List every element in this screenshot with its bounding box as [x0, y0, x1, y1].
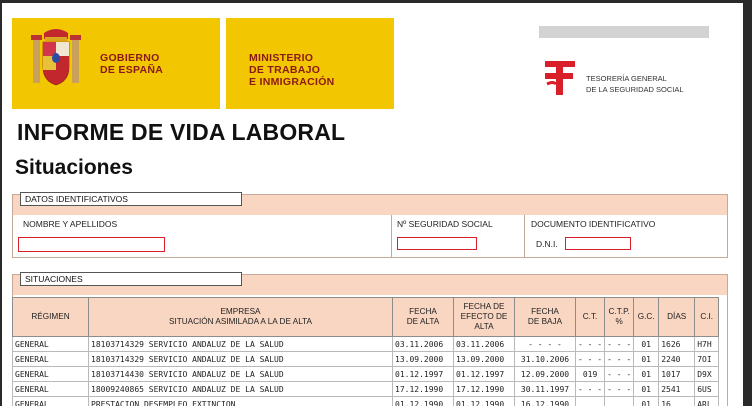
- dni-field: [565, 237, 631, 250]
- cell-regimen: GENERAL: [13, 367, 89, 382]
- cell-fecha-baja: 12.09.2000: [515, 367, 576, 382]
- cell-dias: 1017: [659, 367, 695, 382]
- spain-coat-of-arms-icon: [30, 25, 82, 91]
- cell-fecha-efecto: 13.09.2000: [454, 352, 515, 367]
- col-empresa-label-1: EMPRESA: [220, 307, 261, 316]
- cell-ct: - - -: [576, 382, 605, 397]
- col-baja-label-1: FECHA: [531, 307, 559, 316]
- cell-regimen: GENERAL: [13, 397, 89, 406]
- col-fecha-alta-label-2: DE ALTA: [406, 317, 440, 326]
- col-dias: [659, 298, 695, 337]
- page-title: INFORME DE VIDA LABORAL: [17, 119, 346, 145]
- gobierno-line-1: GOBIERNO: [100, 52, 160, 64]
- col-ct: [576, 298, 605, 337]
- col-gc-label: G.C.: [637, 312, 655, 321]
- cell-fecha-efecto: 01.12.1990: [454, 397, 515, 406]
- cell-empresa: PRESTACION DESEMPLEO EXTINCION: [89, 397, 393, 406]
- cell-fecha-baja: 30.11.1997: [515, 382, 576, 397]
- col-ctp-label-1: C.T.P.: [608, 307, 630, 316]
- nombre-label: NOMBRE Y APELLIDOS: [23, 219, 118, 229]
- cell-gc: 01: [634, 397, 659, 406]
- cell-ct: 019: [576, 367, 605, 382]
- cell-dias: 1626: [659, 337, 695, 352]
- col-empresa: [89, 298, 393, 337]
- cell-fecha-alta: 03.11.2006: [393, 337, 454, 352]
- cell-ci: 7OI: [695, 352, 719, 367]
- cell-ct: [576, 397, 605, 406]
- redacted-bar: [539, 26, 709, 38]
- tgss-text: [586, 73, 684, 95]
- cell-empresa: 18103714329 SERVICIO ANDALUZ DE LA SALUD: [89, 352, 393, 367]
- cell-fecha-efecto: 17.12.1990: [454, 382, 515, 397]
- col-ci-label: C.I.: [700, 312, 714, 321]
- table-row: [13, 352, 719, 367]
- col-dias-label: DÍAS: [667, 312, 687, 321]
- cell-fecha-alta: 01.12.1997: [393, 367, 454, 382]
- col-ct-label: C.T.: [582, 312, 598, 321]
- cell-fecha-alta: 13.09.2000: [393, 352, 454, 367]
- cell-ci: 6US: [695, 382, 719, 397]
- col-ci: [695, 298, 719, 337]
- cell-gc: 01: [634, 337, 659, 352]
- cell-empresa: 18103714329 SERVICIO ANDALUZ DE LA SALUD: [89, 337, 393, 352]
- cell-dias: 16: [659, 397, 695, 406]
- cell-empresa: 18009240865 SERVICIO ANDALUZ DE LA SALUD: [89, 382, 393, 397]
- cell-fecha-baja: 31.10.2006: [515, 352, 576, 367]
- datos-identificativos-box: [12, 194, 728, 258]
- report-page: [2, 3, 743, 406]
- table-row: [13, 367, 719, 382]
- nss-label: Nº SEGURIDAD SOCIAL: [397, 219, 493, 229]
- datos-divider-1: [391, 215, 392, 257]
- col-regimen-label: RÉGIMEN: [31, 312, 70, 321]
- col-efecto-label-1: FECHA DE: [463, 302, 505, 311]
- col-efecto-label-2: EFECTO DE: [460, 312, 508, 321]
- cell-fecha-baja: 16.12.1990: [515, 397, 576, 406]
- cell-fecha-alta: 17.12.1990: [393, 382, 454, 397]
- table-header-row: [13, 298, 719, 337]
- tgss-logo-icon: [543, 59, 577, 97]
- cell-ci: ARL: [695, 397, 719, 406]
- gobierno-line-2: DE ESPAÑA: [100, 64, 164, 76]
- cell-gc: 01: [634, 367, 659, 382]
- col-ctp: [605, 298, 634, 337]
- tgss-line-1: TESORERÍA GENERAL: [586, 74, 667, 83]
- col-fecha-efecto: [454, 298, 515, 337]
- cell-ct: - - -: [576, 352, 605, 367]
- table-row: [13, 397, 719, 406]
- cell-ctp: - - -: [605, 382, 634, 397]
- cell-ctp: [605, 397, 634, 406]
- table-row: [13, 337, 719, 352]
- datos-divider-2: [524, 215, 525, 257]
- cell-regimen: GENERAL: [13, 337, 89, 352]
- section-title: Situaciones: [15, 156, 133, 179]
- cell-regimen: GENERAL: [13, 352, 89, 367]
- col-fecha-alta: [393, 298, 454, 337]
- cell-ci: D9X: [695, 367, 719, 382]
- ministerio-line-3: E INMIGRACIÓN: [249, 76, 335, 88]
- cell-empresa: 18103714430 SERVICIO ANDALUZ DE LA SALUD: [89, 367, 393, 382]
- ministerio-line-1: MINISTERIO: [249, 52, 314, 64]
- cell-gc: 01: [634, 352, 659, 367]
- gobierno-text: [100, 52, 163, 76]
- cell-ci: H7H: [695, 337, 719, 352]
- documento-label: DOCUMENTO IDENTIFICATIVO: [531, 219, 656, 229]
- situaciones-table: [12, 297, 719, 406]
- cell-fecha-efecto: 01.12.1997: [454, 367, 515, 382]
- cell-fecha-alta: 01.12.1990: [393, 397, 454, 406]
- tgss-line-2: DE LA SEGURIDAD SOCIAL: [586, 85, 684, 94]
- cell-ctp: - - -: [605, 367, 634, 382]
- col-ctp-label-2: %: [615, 317, 623, 326]
- table-row: [13, 382, 719, 397]
- cell-ct: - - -: [576, 337, 605, 352]
- situaciones-legend: SITUACIONES: [20, 272, 242, 286]
- ministerio-line-2: DE TRABAJO: [249, 64, 321, 76]
- col-regimen: [13, 298, 89, 337]
- col-fecha-baja: [515, 298, 576, 337]
- col-baja-label-2: DE BAJA: [527, 317, 563, 326]
- cell-dias: 2541: [659, 382, 695, 397]
- cell-gc: 01: [634, 382, 659, 397]
- ministerio-text: [249, 52, 335, 88]
- cell-ctp: - - -: [605, 352, 634, 367]
- cell-fecha-efecto: 03.11.2006: [454, 337, 515, 352]
- nombre-field: [18, 237, 165, 252]
- cell-regimen: GENERAL: [13, 382, 89, 397]
- cell-fecha-baja: - - - -: [515, 337, 576, 352]
- nss-field: [397, 237, 477, 250]
- cell-dias: 2240: [659, 352, 695, 367]
- col-fecha-alta-label-1: FECHA: [409, 307, 437, 316]
- col-empresa-label-2: SITUACIÓN ASIMILADA A LA DE ALTA: [168, 317, 313, 326]
- cell-ctp: - - -: [605, 337, 634, 352]
- col-efecto-label-3: ALTA: [474, 322, 494, 331]
- dni-label: D.N.I.: [536, 239, 558, 249]
- datos-legend: DATOS IDENTIFICATIVOS: [20, 192, 242, 206]
- col-gc: [634, 298, 659, 337]
